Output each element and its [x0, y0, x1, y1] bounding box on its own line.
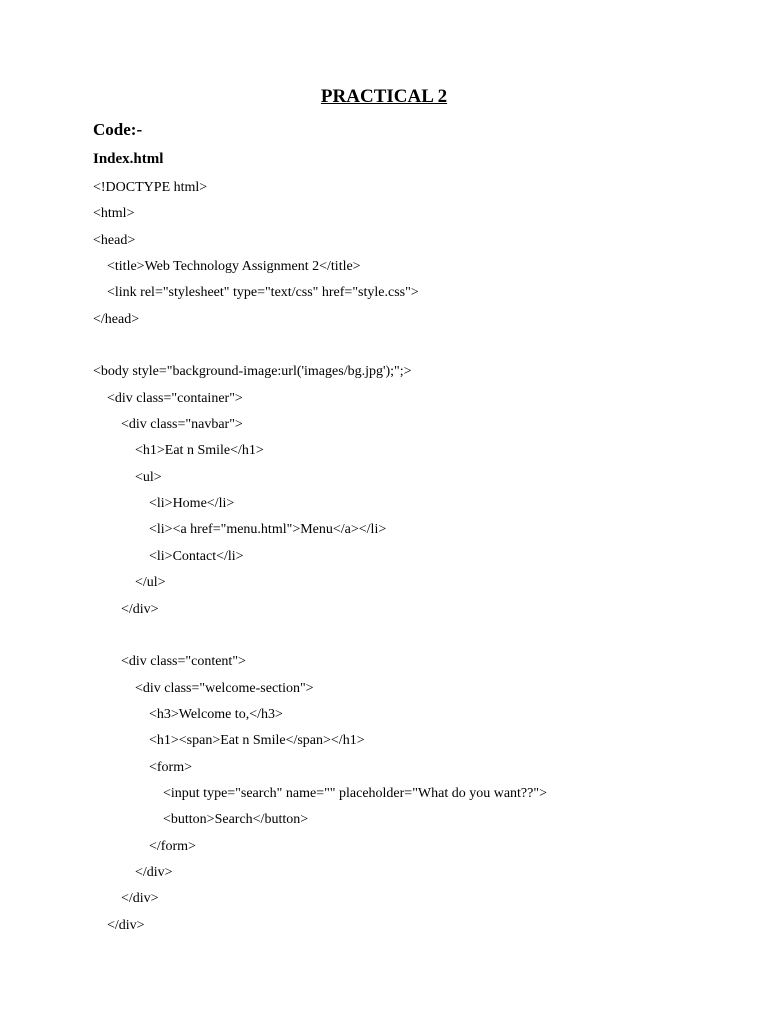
code-line: <html>: [93, 206, 135, 222]
code-line: <h1><span>Eat n Smile</span></h1>: [149, 733, 365, 749]
code-line: <li><a href="menu.html">Menu</a></li>: [149, 522, 387, 538]
code-line: <link rel="stylesheet" type="text/css" href="style.css">: [107, 285, 419, 301]
section-heading: Code:-: [93, 120, 143, 139]
code-line: <button>Search</button>: [163, 812, 309, 828]
code-line: </div>: [121, 891, 159, 907]
code-line: </div>: [121, 601, 159, 617]
code-line: <h3>Welcome to,</h3>: [149, 706, 283, 722]
code-line: <!DOCTYPE html>: [93, 180, 208, 195]
code-line: </form>: [149, 838, 196, 854]
code-line: <div class="welcome-section">: [135, 680, 314, 696]
page-title: PRACTICAL 2: [320, 86, 448, 107]
code-line: <div class="content">: [121, 654, 246, 670]
code-line: <ul>: [135, 469, 162, 485]
code-line: <li>Contact</li>: [149, 548, 244, 564]
file-name-heading: Index.html: [93, 151, 164, 167]
code-line: <h1>Eat n Smile</h1>: [135, 443, 264, 459]
code-line: <title>Web Technology Assignment 2</title>: [107, 259, 361, 275]
code-line: [93, 623, 733, 649]
code-line: </ul>: [135, 575, 166, 591]
code-line: <div class="container">: [107, 390, 243, 406]
code-line: </head>: [93, 311, 140, 327]
code-line: </div>: [107, 917, 145, 933]
code-line: <head>: [93, 232, 136, 248]
code-line: <li>Home</li>: [149, 496, 235, 512]
code-line: [93, 333, 733, 359]
code-line: </div>: [135, 864, 173, 880]
code-line: <body style="background-image:url('images/bg.jpg');";>: [93, 364, 412, 380]
code-line: <form>: [149, 759, 193, 775]
code-listing: [93, 175, 733, 939]
code-line: <div class="navbar">: [121, 417, 243, 433]
code-line: <input type="search" name="" placeholder="What do you want??">: [163, 785, 547, 801]
